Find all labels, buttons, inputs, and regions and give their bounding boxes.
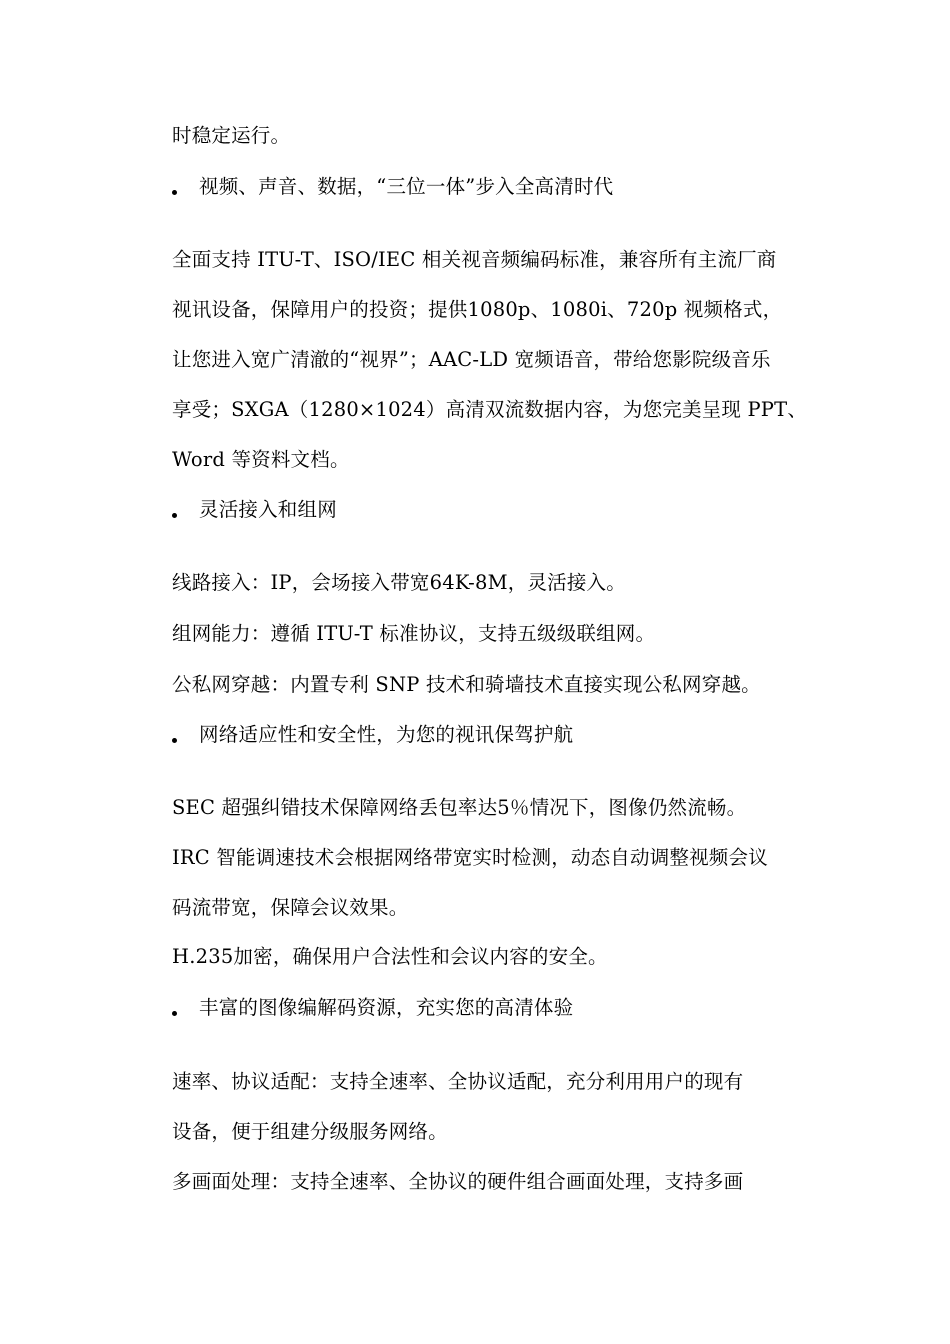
bullet-icon (172, 738, 177, 743)
text-line: 公私网穿越：内置专利 SNP 技术和骑墙技术直接实现公私网穿越。 (172, 673, 761, 696)
text-line: IRC 智能调速技术会根据网络带宽实时检测，动态自动调整视频会议 (172, 846, 768, 869)
bullet-heading (172, 996, 573, 1020)
bullet-icon (172, 190, 177, 195)
bullet-icon (172, 513, 177, 518)
text-line: 享受；SXGA（1280×1024）高清双流数据内容，为您完美呈现 PPT、 (172, 398, 808, 421)
text-line: 视讯设备，保障用户的投资；提供1080p、1080i、720p 视频格式， (172, 298, 783, 321)
text-line: 线路接入：IP，会场接入带宽64K-8M，灵活接入。 (172, 571, 626, 594)
text-line: SEC 超强纠错技术保障网络丢包率达5％情况下，图像仍然流畅。 (172, 796, 747, 819)
text-line: 设备，便于组建分级服务网络。 (172, 1120, 448, 1143)
bullet-heading-text: 网络适应性和安全性，为您的视讯保驾护航 (199, 723, 574, 746)
text-line: H.235加密，确保用户合法性和会议内容的安全。 (172, 945, 608, 968)
text-line: 时稳定运行。 (172, 124, 291, 147)
text-line: 速率、协议适配：支持全速率、全协议适配，充分利用用户的现有 (172, 1070, 744, 1093)
bullet-heading-text: 丰富的图像编解码资源，充实您的高清体验 (199, 996, 574, 1019)
bullet-heading (172, 498, 337, 522)
text-line: 多画面处理：支持全速率、全协议的硬件组合画面处理，支持多画 (172, 1170, 744, 1193)
bullet-heading (172, 175, 613, 199)
text-line: 组网能力：遵循 ITU-T 标准协议，支持五级级联组网。 (172, 622, 656, 645)
text-line: Word 等资料文档。 (172, 448, 350, 471)
text-line: 全面支持 ITU-T、ISO/IEC 相关视音频编码标准，兼容所有主流厂商 (172, 248, 777, 271)
bullet-heading-text: 灵活接入和组网 (199, 498, 337, 521)
text-line: 码流带宽，保障会议效果。 (172, 896, 409, 919)
bullet-icon (172, 1011, 177, 1016)
text-line: 让您进入宽广清澈的“视界”；AAC-LD 宽频语音，带给您影院级音乐 (172, 348, 771, 371)
bullet-heading (172, 723, 573, 747)
bullet-heading-text: 视频、声音、数据，“三位一体”步入全高清时代 (199, 175, 614, 198)
